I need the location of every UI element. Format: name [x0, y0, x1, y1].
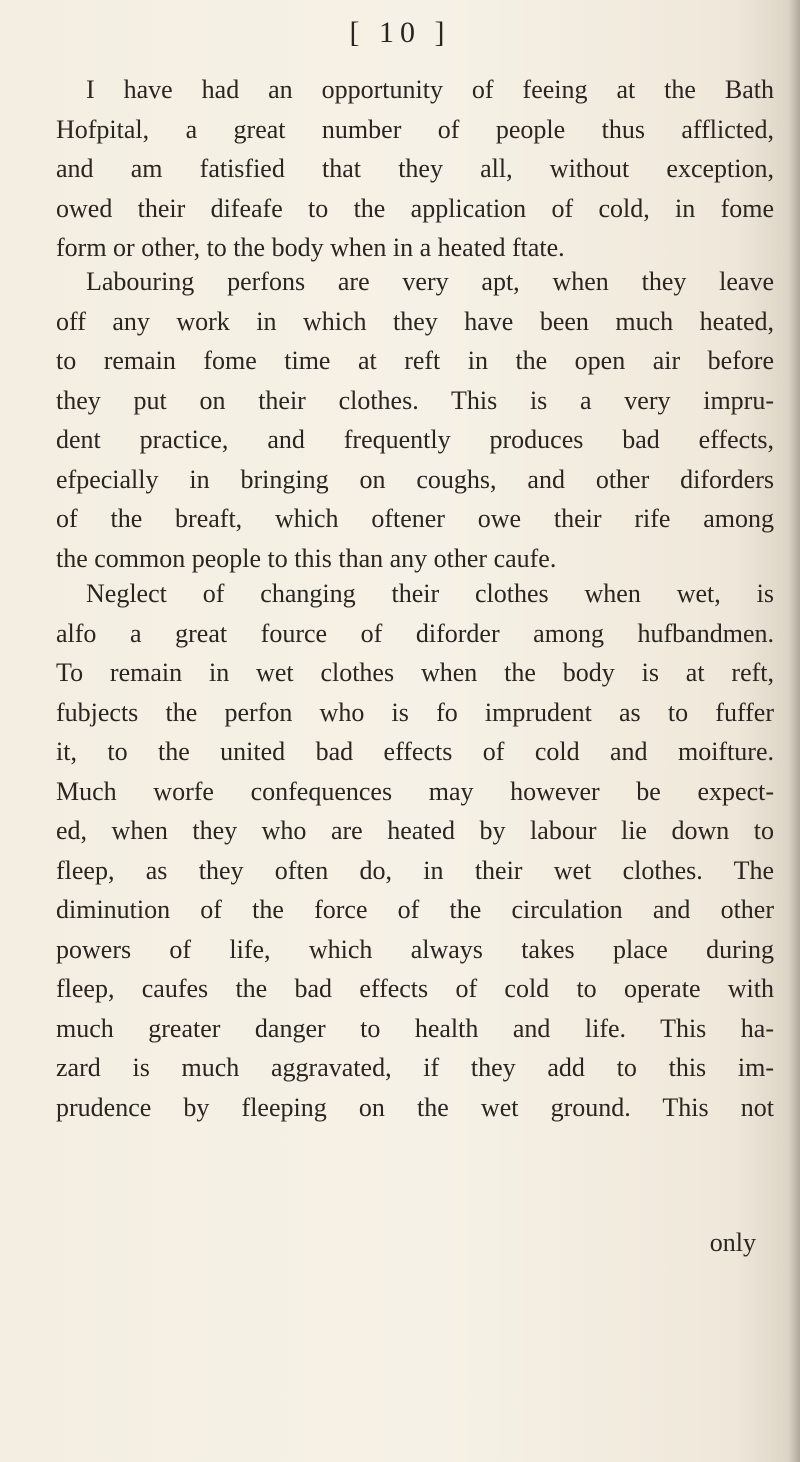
paragraph-line: fleep, caufes the bad effects of cold to operate with [56, 974, 774, 1003]
paragraph-line: efpecially in bringing on coughs, and other diforders [56, 464, 774, 494]
paragraph-line: powers of life, which always takes place during [56, 934, 774, 964]
paragraph-1 [56, 70, 774, 268]
paragraph-line: off any work in which they have been much heated, [56, 306, 774, 336]
paragraph-3 [56, 574, 774, 1127]
paragraph-line: To remain in wet clothes when the body is at reft, [56, 658, 774, 687]
paragraph-line: alfo a great fource of diforder among hufbandmen. [56, 618, 774, 648]
page-number: [ 10 ] [349, 16, 451, 49]
paragraph-line: of the breaft, which oftener owe their rife among [56, 504, 774, 533]
paragraph-line: fubjects the perfon who is fo imprudent as to fuffer [56, 697, 774, 727]
paragraph-line: fleep, as they often do, in their wet clothes. The [56, 855, 774, 885]
paragraph-line: zard is much aggravated, if they add to this im- [56, 1053, 774, 1082]
paragraph-line: the common people to this than any other caufe. [56, 543, 557, 573]
paragraph-line: and am fatisfied that they all, without exception, [56, 154, 774, 183]
paragraph-line: I have had an opportunity of feeing at the Bath [86, 75, 774, 104]
page-edge-shadow [788, 0, 800, 1462]
paragraph-line: prudence by fleeping on the wet ground. This not [56, 1092, 774, 1122]
paragraph-line: Hofpital, a great number of people thus afflicted, [56, 114, 774, 144]
paragraph-line: ed, when they who are heated by labour lie down to [56, 816, 774, 845]
paragraph-line: Labouring perfons are very apt, when they leave [86, 267, 774, 296]
paragraph-line: form or other, to the body when in a heated ftate. [56, 233, 565, 262]
paragraph-2 [56, 262, 774, 578]
paragraph-line: dent practice, and frequently produces bad effects, [56, 425, 774, 454]
catchword: only [709, 1228, 756, 1257]
paragraph-line: Neglect of changing their clothes when wet, is [86, 579, 774, 608]
paragraph-line: they put on their clothes. This is a very impru- [56, 385, 774, 415]
paragraph-line: much greater danger to health and life. This ha- [56, 1013, 774, 1043]
paragraph-line: to remain fome time at reft in the open air before [56, 346, 774, 375]
paragraph-line: Much worfe confequences may however be expect- [56, 776, 774, 806]
paragraph-line: it, to the united bad effects of cold and moifture. [56, 737, 774, 766]
paragraph-line: owed their difeafe to the application of cold, in fome [56, 193, 774, 223]
paragraph-line: diminution of the force of the circulation and other [56, 895, 774, 924]
